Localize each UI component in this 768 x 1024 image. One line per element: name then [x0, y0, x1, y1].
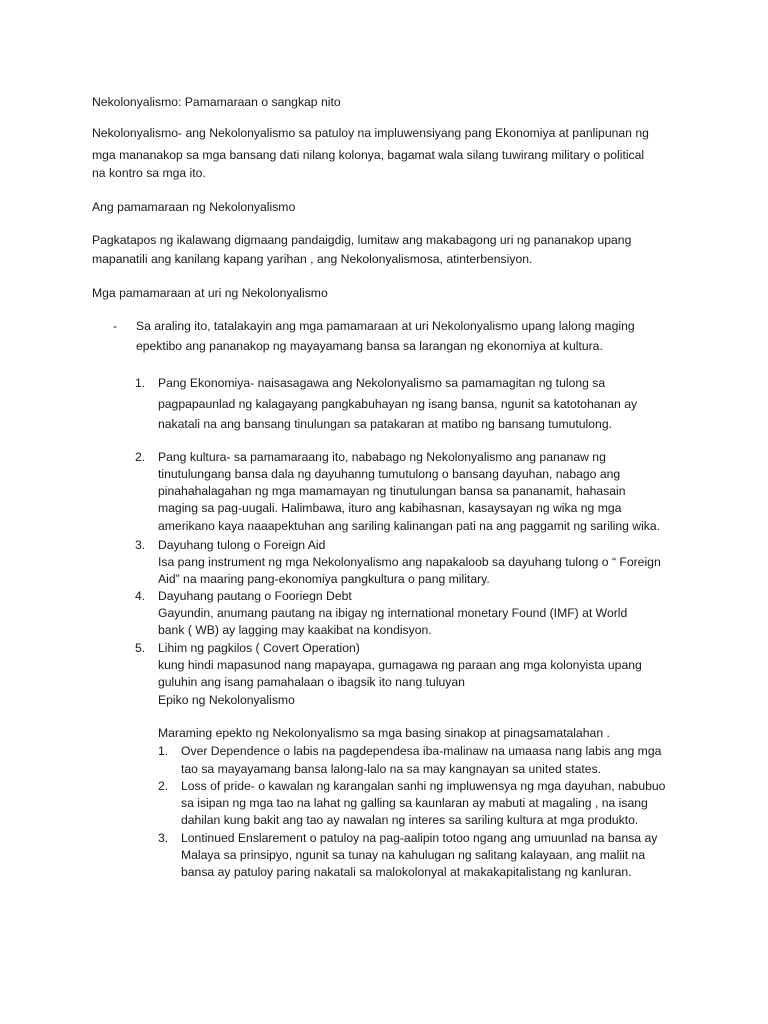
list-item-line: Aid” na maaring pang-ekonomiya pangkultura o pang military. — [158, 572, 490, 586]
list-item-line: Epiko ng Nekolonyalismo — [158, 693, 295, 707]
list-number: 1. — [135, 376, 146, 390]
list-item-line: bank ( WB) ay lagging may kaakibat na kondisyon. — [158, 623, 432, 637]
section-heading: Ang pamamaraan ng Nekolonyalismo — [92, 200, 296, 214]
list-item-line: Dayuhang tulong o Foreign Aid — [158, 538, 326, 552]
intro-line: na kontro sa mga ito. — [92, 166, 206, 180]
bullet-line: epektibo ang pananakop ng mayayamang bansa sa larangan ng ekonomiya at kultura. — [136, 339, 603, 353]
list-number: 5. — [135, 641, 146, 655]
list-item-line: pinahahalagahan ng mga mamamayan ng tinutulungan bansa sa pananamit, hahasain — [158, 484, 626, 498]
section-heading: Mga pamamaraan at uri ng Nekolonyalismo — [92, 286, 328, 300]
list-item-line: tao sa mayayamang bansa lalong-lalo na sa may kangnayan sa united states. — [181, 762, 602, 776]
list-number: 2. — [135, 450, 146, 464]
dash-bullet: - — [113, 319, 118, 333]
list-item-line: bansa ay patuloy paring nakatali sa malokolonyal at makakapitalistang ng kanluran. — [181, 865, 632, 879]
list-item-line: Lontinued Enslarement o patuloy na pag-aalipin totoo ngang ang umuunlad na bansa ay — [181, 831, 658, 845]
list-item-line: Pang Ekonomiya- naisasagawa ang Nekolonyalismo sa pamamagitan ng tulong sa — [158, 376, 606, 390]
list-item-line: Dayuhang pautang o Fooriegn Debt — [158, 589, 352, 603]
intro-line: Nekolonyalismo- ang Nekolonyalismo sa patuloy na impluwensiyang pang Ekonomiya at panlipunan ng — [92, 126, 649, 140]
list-number: 2. — [158, 779, 169, 793]
list-item-line: Over Dependence o labis na pagdependesa iba-malinaw na umaasa nang labis ang mga — [181, 744, 662, 758]
list-item-line: sa isipan ng mga tao na lahat ng galling sa kaunlaran ay mabuti at magaling , na isang — [181, 796, 648, 810]
intro-line: mga mananakop sa mga bansang dati nilang kolonya, bagamat wala silang tuwirang military o political — [92, 148, 645, 162]
list-item-line: kung hindi mapasunod nang mapayapa, gumagawa ng paraan ang mga kolonyista upang — [158, 658, 642, 672]
list-number: 3. — [135, 538, 146, 552]
list-item-line: tinutulungang bansa dala ng dayuhanng tumutulong o bansang dayuhan, nabago ang — [158, 467, 621, 481]
paragraph-line: Pagkatapos ng ikalawang digmaang pandaigdig, lumitaw ang makabagong uri ng pananakop upang — [92, 233, 632, 247]
list-item-line: dahilan kung bakit ang tao ay nawalan ng interes sa sariling kultura at mga produkto. — [181, 813, 639, 827]
list-item-line: Lihim ng pagkilos ( Covert Operation) — [158, 641, 360, 655]
list-item-line: Isa pang instrument ng mga Nekolonyalismo ang napakaloob sa dayuhang tulong o “ Foreign — [158, 555, 661, 569]
paragraph-line: mapanatili ang kanilang kapang yarihan , ang Nekolonyalismosa, atinterbensiyon. — [92, 252, 533, 266]
list-number: 3. — [158, 831, 169, 845]
bullet-line: Sa araling ito, tatalakayin ang mga pamamaraan at uri Nekolonyalismo upang lalong maging — [136, 319, 635, 333]
paragraph-line: Maraming epekto ng Nekolonyalismo sa mga basing sinakop at pinagsamatalahan . — [158, 726, 610, 740]
list-item-line: Malaya sa prinsipyo, ngunit sa tunay na kahulugan ng salitang kalayaan, ang maliit na — [181, 848, 646, 862]
list-number: 4. — [135, 589, 146, 603]
list-item-line: guluhin ang isang pamahalaan o ibagsik ito nang tuluyan — [158, 675, 465, 689]
document-title: Nekolonyalismo: Pamamaraan o sangkap nito — [92, 95, 341, 109]
list-item-line: pagpapaunlad ng kalagayang pangkabuhayan ng isang bansa, ngunit sa katotohanan ay — [158, 397, 638, 411]
list-item-line: maging sa pag-uugali. Halimbawa, ituro ang kabihasnan, kasaysayan ng wika ng mga — [158, 501, 622, 515]
list-number: 1. — [158, 744, 169, 758]
list-item-line: nakatali na ang bansang tinulungan sa patakaran at matibo ng bansang tumutulong. — [158, 417, 612, 431]
list-item-line: amerikano kaya naaapektuhan ang sariling kalinangan pati na ang paggamit ng sariling wika. — [158, 519, 661, 533]
list-item-line: Loss of pride- o kawalan ng karangalan sanhi ng impluwensya ng mga dayuhan, nabubuo — [181, 779, 666, 793]
list-item-line: Gayundin, anumang pautang na ibigay ng international monetary Found (IMF) at World — [158, 606, 628, 620]
list-item-line: Pang kultura- sa pamamaraang ito, nababago ng Nekolonyalismo ang pananaw ng — [158, 450, 606, 464]
